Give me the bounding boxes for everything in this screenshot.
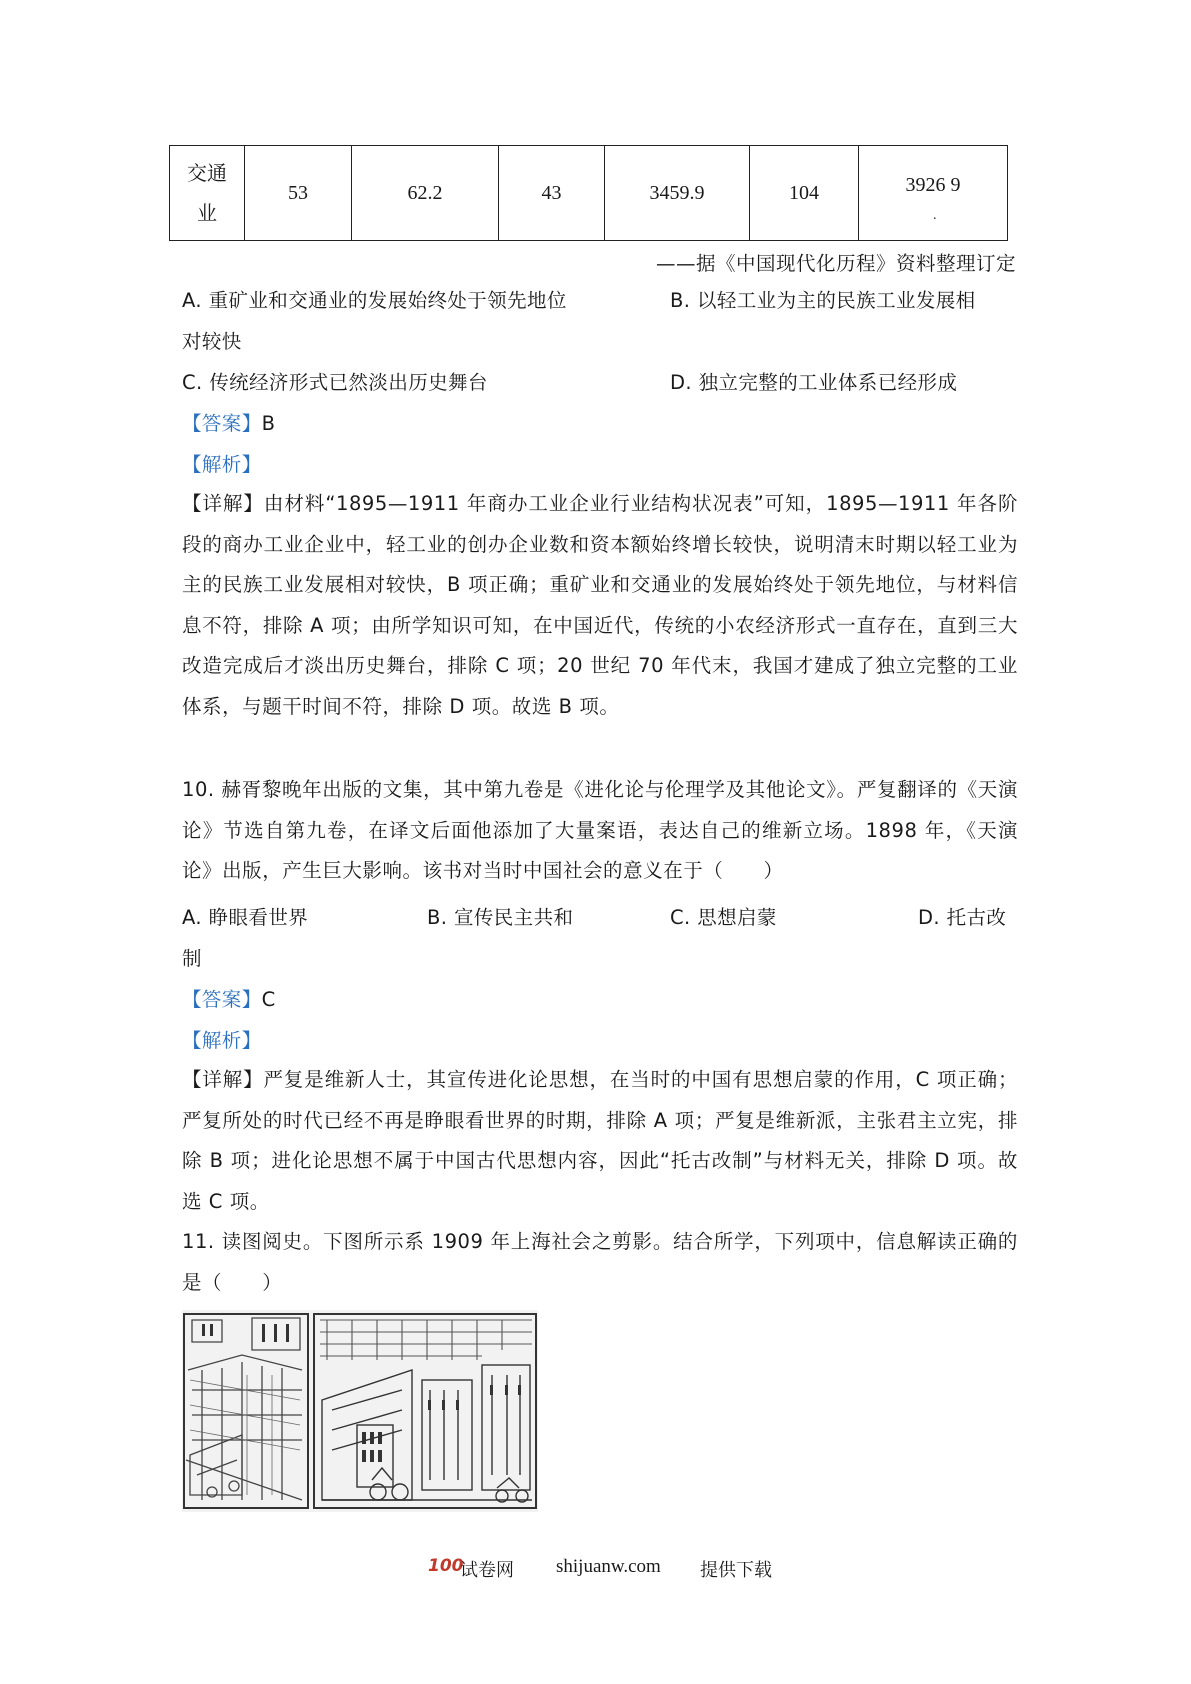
q10-option-d: D. 托古改 bbox=[918, 906, 1007, 929]
q9-option-a: A. 重矿业和交通业的发展始终处于领先地位 bbox=[182, 289, 567, 312]
source-note: ——据《中国现代化历程》资料整理订定 bbox=[655, 252, 1016, 275]
q10-option-a: A. 睁眼看世界 bbox=[182, 906, 309, 929]
row-header-cell bbox=[170, 146, 245, 241]
table-cell: 43 bbox=[499, 146, 605, 241]
table-cell bbox=[859, 146, 1008, 241]
street-scene-drawing bbox=[182, 1310, 538, 1512]
q9-answer bbox=[182, 408, 275, 436]
industry-table bbox=[169, 145, 1008, 241]
q11-stem: 11. 读图阅史。下图所示系 1909 年上海社会之剪影。结合所学，下列项中，信息解读正确的是（ ） bbox=[182, 1230, 1018, 1294]
page-footer bbox=[0, 1556, 1191, 1586]
table-cell: 104 bbox=[750, 146, 859, 241]
row-header-line-2: 业 bbox=[197, 201, 217, 225]
q10-option-d-cont: 制 bbox=[182, 947, 202, 970]
q10-option-b: B. 宣传民主共和 bbox=[427, 906, 574, 929]
q9-option-d: D. 独立完整的工业体系已经形成 bbox=[670, 371, 958, 394]
detail-text: 由材料“1895—1911 年商办工业企业行业结构状况表”可知，1895—1911 年各阶段的商办工业企业中，轻工业的创办企业数和资本额始终增长较快，说明清末时期以轻工业为主的民族工业发展相对较快，B 项正确；重矿业和交通业的发展始终处于领先地位，与材料信息不符，排除 A 项；由所学知识可知，在中国近代，传统的小农经济形式一直存在，直到三大改造完成后才淡出历史舞台，排除 C 项；20 世纪 70 年代末，我国才建成了独立完整的工业体系，与题干时间不符，排除 D 项。故选 B 项。 bbox=[182, 492, 1018, 718]
table-cell: 53 bbox=[245, 146, 352, 241]
table-cell: 3459.9 bbox=[605, 146, 750, 241]
site-brand: 试卷网 bbox=[460, 1560, 514, 1581]
q10-option-c: C. 思想启蒙 bbox=[670, 906, 777, 929]
q9-option-b: B. 以轻工业为主的民族工业发展相 bbox=[670, 289, 976, 312]
q9-option-b-cont: 对较快 bbox=[182, 330, 242, 353]
q10-detail bbox=[182, 1060, 1018, 1222]
q9-option-c: C. 传统经济形式已然淡出历史舞台 bbox=[182, 371, 488, 394]
table-row bbox=[170, 146, 1008, 241]
download-note: 提供下载 bbox=[700, 1560, 772, 1581]
shanghai-1909-illustration bbox=[182, 1310, 538, 1512]
answer-tag: 【答案】 bbox=[182, 988, 262, 1011]
table-cell-value: 3926 9 bbox=[905, 173, 961, 196]
detail-text: 严复是维新人士，其宣传进化论思想，在当时的中国有思想启蒙的作用，C 项正确；严复所处的时代已经不再是睁眼看世界的时期，排除 A 项；严复是维新派，主张君主立宪，排除 B 项；进化论思想不属于中国古代思想内容，因此“托古改制”与材料无关，排除 D 项。故选 C 项。 bbox=[182, 1068, 1019, 1213]
answer-tag: 【答案】 bbox=[182, 412, 262, 435]
q9-detail bbox=[182, 484, 1018, 727]
q9-analysis-tag: 【解析】 bbox=[182, 453, 262, 476]
detail-tag: 【详解】 bbox=[182, 492, 264, 515]
table-cell: 62.2 bbox=[352, 146, 499, 241]
site-url[interactable]: shijuanw.com bbox=[556, 1556, 661, 1577]
q10-stem: 10. 赫胥黎晚年出版的文集，其中第九卷是《进化论与伦理学及其他论文》。严复翻译的《天演论》节选自第九卷，在译文后面他添加了大量案语，表达自己的维新立场。1898 年，《天演论》出版，产生巨大影响。该书对当时中国社会的意义在于（ ） bbox=[182, 778, 1018, 882]
q10-answer bbox=[182, 984, 276, 1012]
table-cell-dot: . bbox=[933, 208, 937, 223]
site-logo-icon: 100 bbox=[428, 1556, 464, 1576]
detail-tag: 【详解】 bbox=[182, 1068, 264, 1091]
answer-value: C bbox=[261, 988, 276, 1011]
answer-value: B bbox=[261, 412, 276, 435]
q10-analysis-tag: 【解析】 bbox=[182, 1029, 262, 1052]
row-header-line-1: 交通 bbox=[187, 161, 227, 185]
